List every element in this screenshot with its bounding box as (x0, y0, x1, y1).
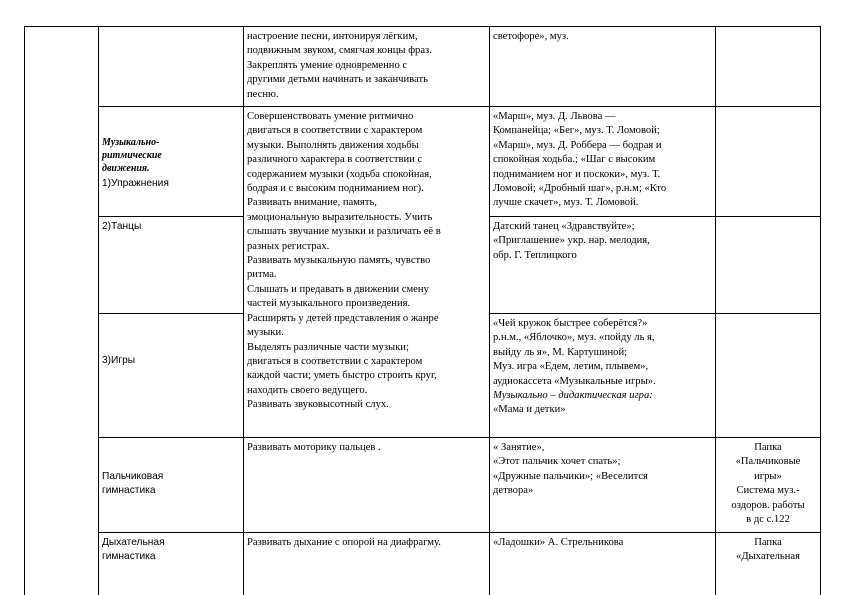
row-divider (98, 532, 821, 533)
section-title: Музыкально-ритмические движения. (102, 137, 162, 174)
row-divider (489, 313, 821, 314)
table-border-left (24, 26, 25, 595)
row6-notes: Папка «Дыхательная (736, 537, 800, 563)
row2-repertoire: «Марш», муз. Д. Львова — Компанейца; «Бег», муз. Т. Ломовой; «Марш», муз. Д. Роббера — бодрая и спокойная ходьба.; «Шаг с высоким подниманием ног и поскоки», муз. Т. Ломовой; «Дробный шаг», р.н.м; «Кто лучше скачет», муз. Т. Ломовой. (493, 111, 667, 209)
row2-tasks: Совершенствовать умение ритмично двигаться в соответствии с характером музыки. Выполнять движения ходьбы различного характера в соответствии с содержанием музыки (ходьба спокойная, бодрая и с высоким подниманием ног). Развивать внимание, память, эмоциональную выразительность. Учить слышать звучание музыки и различать её в разных регистрах. Развивать музыкальную память, чувство ритма. Слышать и предавать в движении смену частей музыкального произведения. Расширять у детей представления о жанре музыки. Выделять различные части музыки; двигаться в соответствии с характером каждой части; уметь быстро строить круг, находить своего ведущего. Развивать звуковысотный слух. (247, 111, 441, 411)
row2-section (102, 136, 232, 191)
row1-repertoire: светофоре», муз. (493, 31, 569, 42)
didactic-game-label: Музыкально – дидактическая игра: (493, 390, 653, 402)
row4-repertoire (493, 317, 715, 418)
row4-section: 3)Игры (102, 355, 136, 366)
row5-notes: Папка «Пальчиковые игры» Система муз.- оздоров. работы в дс с.122 (731, 442, 805, 526)
row5-tasks: Развивать моторику пальцев . (247, 442, 381, 453)
row-divider (98, 437, 821, 438)
games-list: «Чей кружок быстрее соберётся?» р.н.м., «Яблочко», муз. «пойду ль я, выйду ль я», М. Картушиной; Муз. игра «Едем, летим, плывем», аудиокассета «Музыкальные игры». (493, 318, 656, 387)
row3-repertoire: Датский танец «Здравствуйте»; «Приглашение» укр. нар. мелодия, обр. Г. Теплицкого (493, 221, 650, 261)
column-divider (98, 26, 99, 595)
row5-section: Пальчиковая гимнастика (102, 471, 164, 497)
row6-repertoire: «Ладошки» А. Стрельникова (493, 537, 624, 548)
column-divider (243, 26, 244, 595)
row6-tasks: Развивать дыхание с опорой на диафрагму. (247, 537, 441, 548)
table-border-right (820, 26, 821, 595)
row5-repertoire: « Занятие», «Этот пальчик хочет спать»; «Дружные пальчики»; «Веселится детвора» (493, 442, 648, 497)
row-divider (489, 216, 821, 217)
row1-tasks: настроение песни, интонируя лёгким, подвижным звуком, смягчая концы фраз. Закреплять умение одновременно с другими детьми начинать и заканчивать песню. (247, 31, 432, 100)
row-divider (98, 106, 821, 107)
section-subtitle: 1)Упражнения (102, 178, 169, 189)
didactic-game-title: «Мама и детки» (493, 404, 566, 416)
row-divider (98, 313, 243, 314)
table-border-top (24, 26, 821, 27)
row-divider (98, 216, 243, 217)
row6-section: Дыхательная гимнастика (102, 537, 165, 563)
row3-section: 2)Танцы (102, 221, 142, 232)
column-divider (489, 26, 490, 595)
